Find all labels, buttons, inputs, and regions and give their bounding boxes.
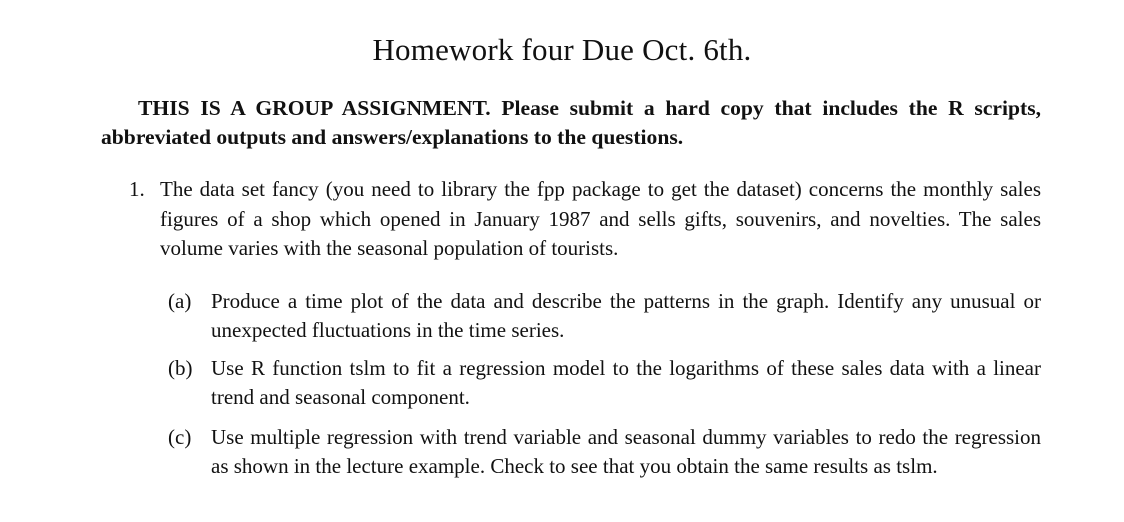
group-assignment-notice: THIS IS A GROUP ASSIGNMENT. Please submit a hard copy that includes the R scripts, abbreviated outputs and answers/explanations to the questions. <box>101 96 1041 149</box>
part-text-c: Use multiple regression with trend variable and seasonal dummy variables to redo the regression as shown in the lecture example. Check to see that you obtain the same results as tslm. <box>211 425 1041 478</box>
question-number: 1. <box>129 177 145 201</box>
question-text: The data set fancy (you need to library the fpp package to get the dataset) concerns the monthly sales figures of a shop which opened in January 1987 and sells gifts, souvenirs, and novelties. The sales volume varies with the seasonal population of tourists. <box>160 177 1041 260</box>
part-label-b: (b) <box>168 356 193 380</box>
part-text-b: Use R function tslm to fit a regression model to the logarithms of these sales data with a linear trend and seasonal component. <box>211 356 1041 409</box>
part-label-c: (c) <box>168 425 192 449</box>
page-title: Homework four Due Oct. 6th. <box>372 32 752 67</box>
part-text-a: Produce a time plot of the data and describe the patterns in the graph. Identify any unusual or unexpected fluctuations in the time series. <box>211 289 1041 342</box>
part-label-a: (a) <box>168 289 192 313</box>
